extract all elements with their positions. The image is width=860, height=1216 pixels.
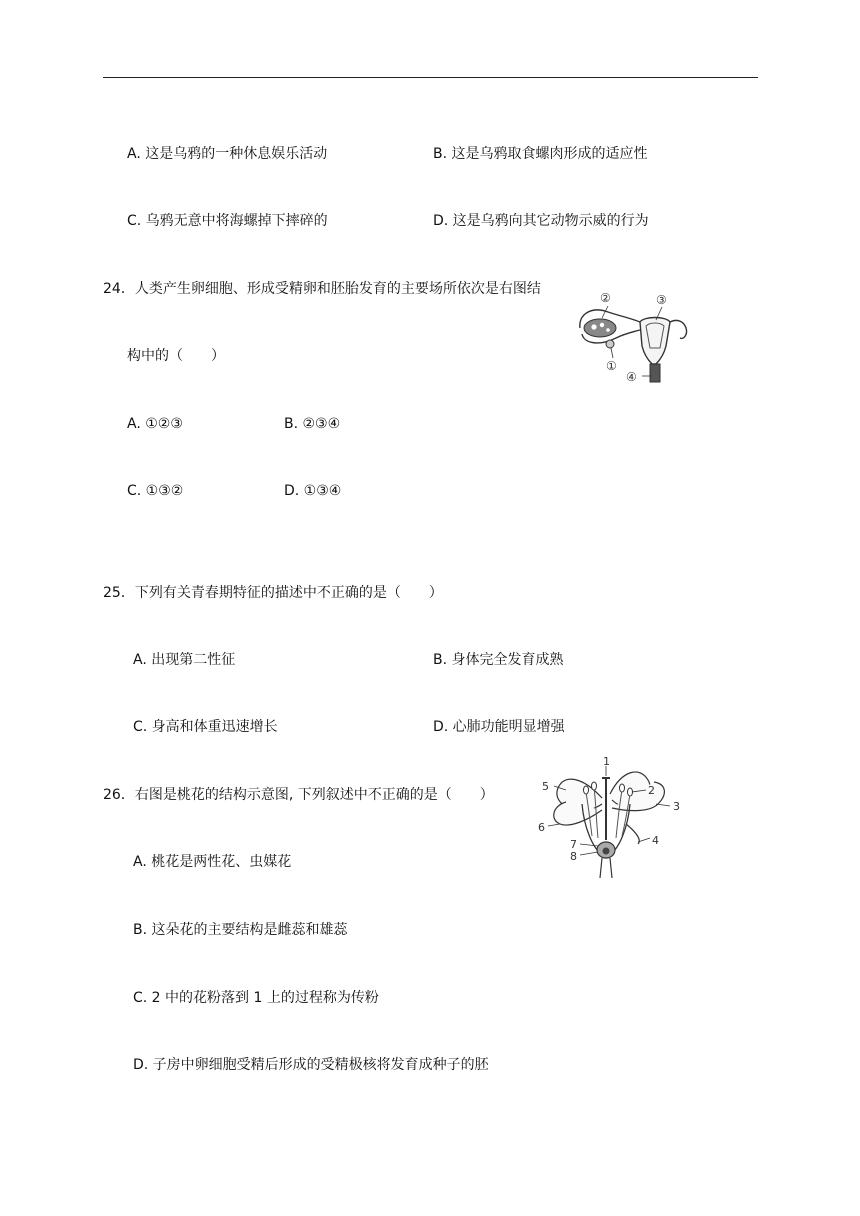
flower-label-6: 6	[538, 821, 545, 834]
q23-option-d[interactable]: D. 这是乌鸦向其它动物示威的行为	[433, 213, 649, 229]
q25-option-d[interactable]: D. 心肺功能明显增强	[433, 719, 565, 735]
q23-option-b[interactable]: B. 这是乌鸦取食螺肉形成的适应性	[433, 146, 648, 162]
flower-label-7: 7	[570, 838, 577, 851]
q26-option-d[interactable]: D. 子房中卵细胞受精后形成的受精极核将发育成种子的胚	[133, 1057, 489, 1073]
peach-flower-figure	[536, 754, 686, 884]
q26-option-b[interactable]: B. 这朵花的主要结构是雌蕊和雄蕊	[133, 922, 348, 938]
q25-option-c[interactable]: C. 身高和体重迅速增长	[133, 719, 278, 735]
figure-label-4: ④	[626, 370, 637, 384]
q26-option-c[interactable]: C. 2 中的花粉落到 1 上的过程称为传粉	[133, 990, 379, 1006]
flower-label-4: 4	[652, 834, 659, 847]
flower-label-5: 5	[542, 780, 549, 793]
q26-option-a[interactable]: A. 桃花是两性花、虫媒花	[133, 854, 292, 870]
header-rule	[103, 77, 758, 78]
flower-label-3: 3	[673, 800, 680, 813]
female-reproductive-system-figure	[570, 288, 690, 388]
flower-label-1: 1	[603, 755, 610, 768]
q24-stem-line1: 24．人类产生卵细胞、形成受精卵和胚胎发育的主要场所依次是右图结	[103, 281, 541, 297]
q23-option-a[interactable]: A. 这是乌鸦的一种休息娱乐活动	[127, 146, 328, 162]
q24-stem-line2: 构中的（ ）	[127, 348, 225, 364]
q25-stem: 25．下列有关青春期特征的描述中不正确的是（ ）	[103, 585, 443, 601]
q24-option-c[interactable]: C. ①③②	[127, 483, 184, 499]
figure-label-3: ③	[656, 293, 667, 307]
figure-label-2: ②	[600, 291, 611, 305]
q23-option-c[interactable]: C. 乌鸦无意中将海螺掉下摔碎的	[127, 213, 328, 229]
q24-option-b[interactable]: B. ②③④	[284, 416, 341, 432]
flower-label-8: 8	[570, 850, 577, 863]
q26-stem: 26．右图是桃花的结构示意图, 下列叙述中不正确的是（ ）	[103, 787, 494, 803]
figure-label-1: ①	[606, 359, 617, 373]
flower-label-2: 2	[648, 784, 655, 797]
q25-option-a[interactable]: A. 出现第二性征	[133, 652, 236, 668]
q25-option-b[interactable]: B. 身体完全发育成熟	[433, 652, 564, 668]
q24-option-a[interactable]: A. ①②③	[127, 416, 183, 432]
q24-option-d[interactable]: D. ①③④	[284, 483, 342, 499]
